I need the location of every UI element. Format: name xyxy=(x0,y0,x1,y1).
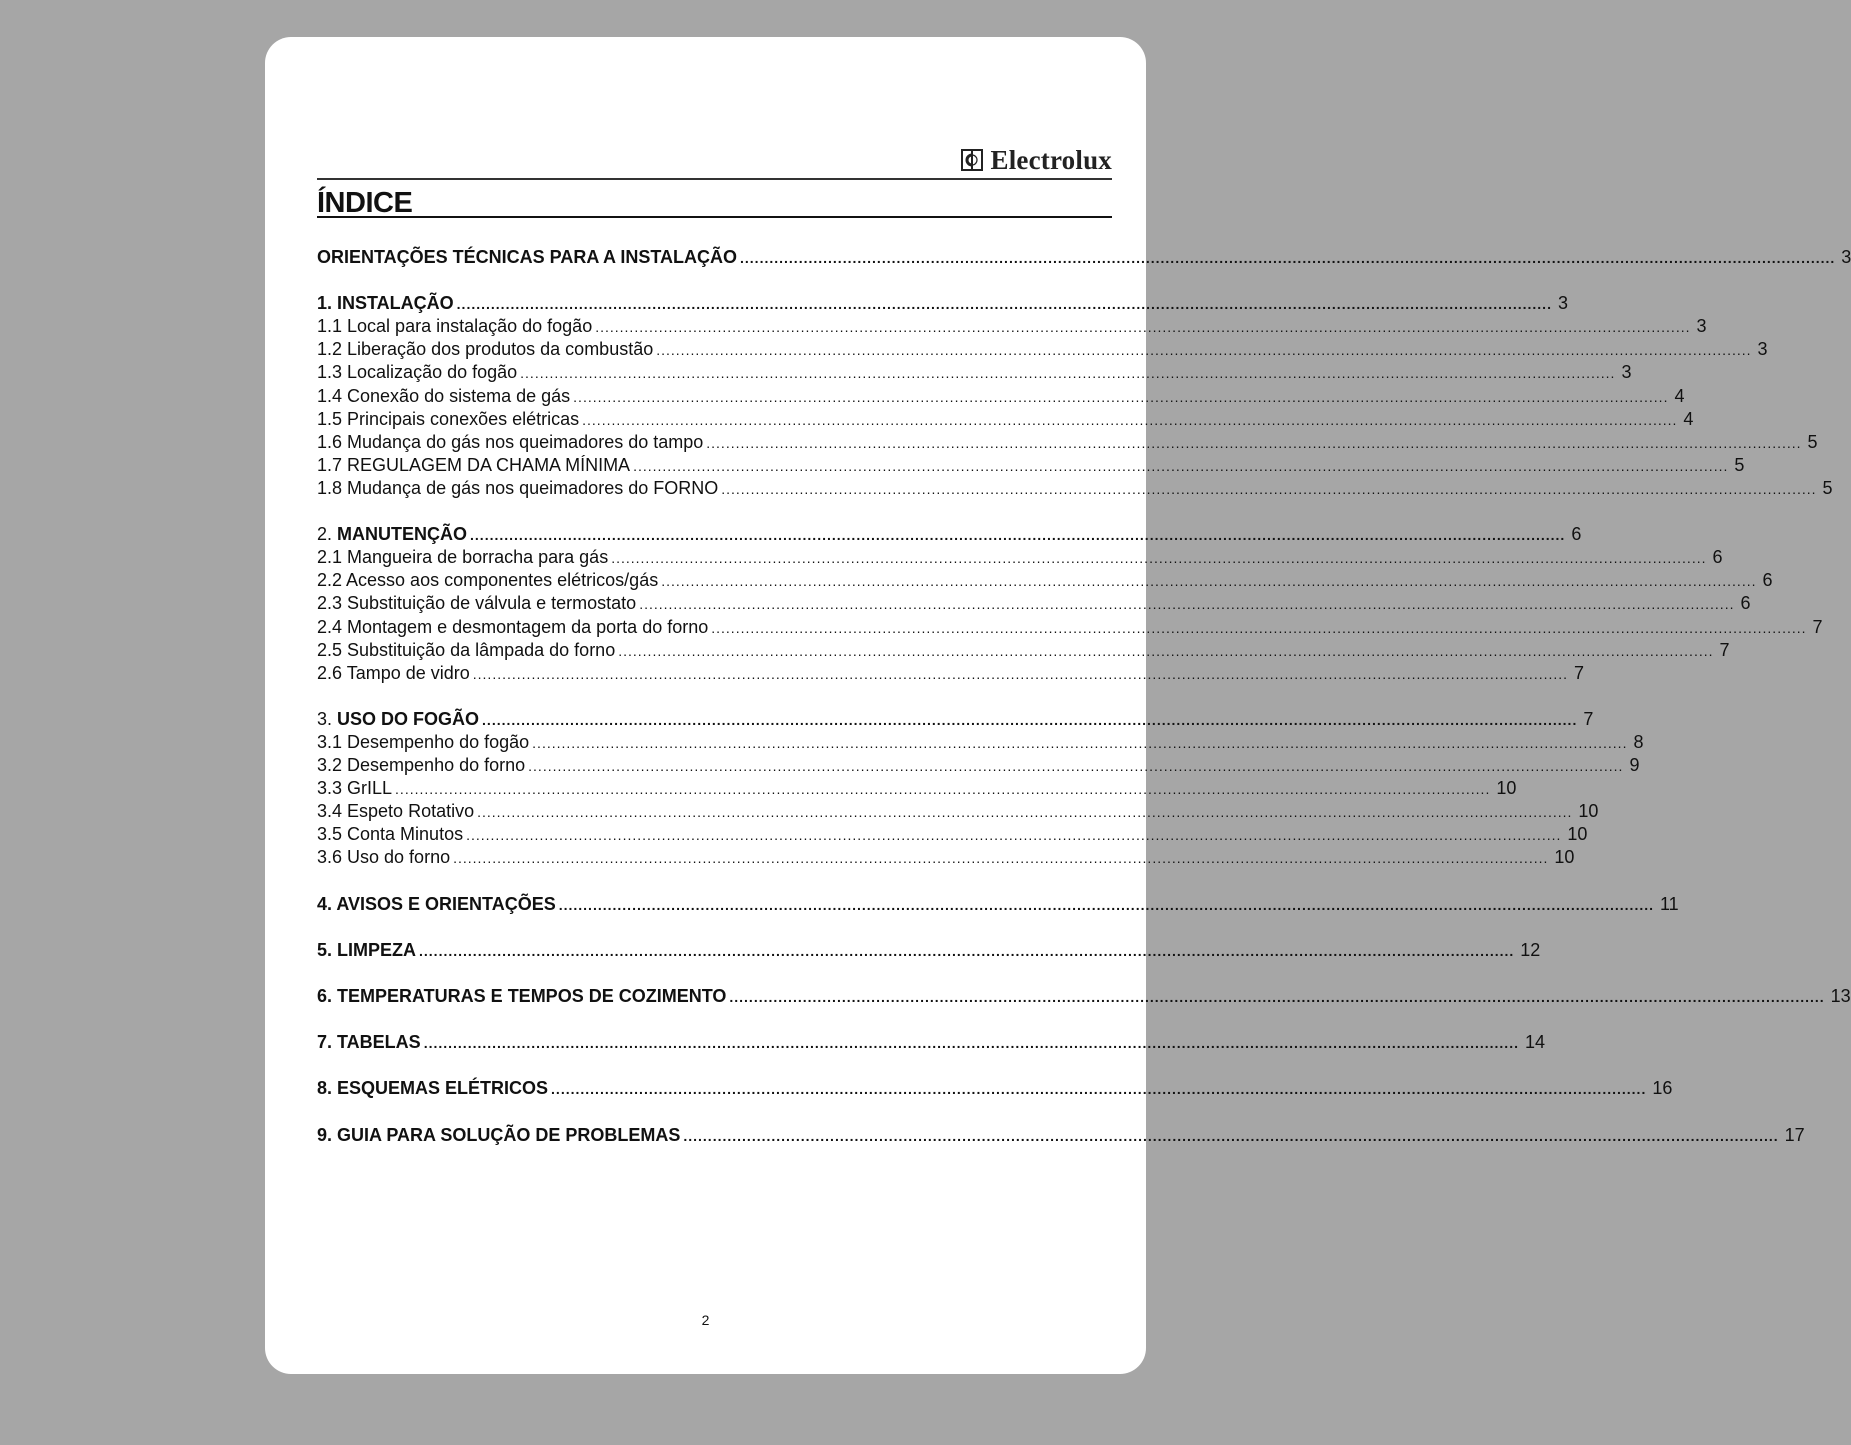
toc-entry-label: 4. AVISOS E ORIENTAÇÕES xyxy=(317,893,556,914)
toc-entry-page: 3 xyxy=(1621,362,1632,383)
toc-leader: ................................................................................................................................................................................................................................ xyxy=(466,827,1562,844)
toc-entry[interactable] xyxy=(317,1077,1673,1100)
toc-entry-page: 13 xyxy=(1830,986,1851,1006)
toc-entry-label: 3.3 GrILL xyxy=(317,778,393,799)
toc-entry[interactable] xyxy=(317,315,1707,338)
toc-entry-page: 7 xyxy=(1583,708,1594,729)
toc-entry[interactable] xyxy=(317,431,1818,454)
toc-leader: ................................................................................................................................................................................................................................ xyxy=(520,365,1616,382)
toc-entry-page: 17 xyxy=(1784,1124,1805,1145)
toc-entry-label: 1.6 Mudança do gás nos queimadores do tampo xyxy=(317,431,704,452)
toc-entry[interactable] xyxy=(317,361,1632,384)
toc-entry[interactable] xyxy=(317,569,1773,592)
toc-entry-title: USO DO FOGÃO xyxy=(337,708,480,729)
toc-entry-label: ORIENTAÇÕES TÉCNICAS PARA A INSTALAÇÃO xyxy=(317,247,738,267)
toc-entry[interactable] xyxy=(317,800,1599,823)
toc-entry-label: 2.1 Mangueira de borracha para gás xyxy=(317,547,609,568)
toc-entry[interactable] xyxy=(317,454,1745,477)
toc-entry-page: 3 xyxy=(1557,293,1568,314)
table-of-contents xyxy=(317,246,1851,1147)
toc-entry[interactable] xyxy=(317,777,1517,800)
toc-entry-label: 1.4 Conexão do sistema de gás xyxy=(317,385,571,406)
toc-leader: ................................................................................................................................................................................................................................ xyxy=(595,319,1691,336)
header-divider xyxy=(317,178,1112,180)
toc-leader: ................................................................................................................................................................................................................................ xyxy=(532,734,1628,751)
toc-entry-label: 2.3 Substituição de válvula e termostato xyxy=(317,593,637,614)
toc-entry-page: 4 xyxy=(1683,408,1694,429)
toc-leader: ................................................................................................................................................................................................................................ xyxy=(706,434,1802,451)
toc-entry[interactable] xyxy=(317,1124,1805,1147)
toc-entry-label: 7. TABELAS xyxy=(317,1032,421,1053)
toc-leader: ................................................................................................................................................................................................................................ xyxy=(633,457,1729,474)
toc-entry-page: 12 xyxy=(1520,939,1541,960)
toc-entry[interactable] xyxy=(317,477,1833,500)
toc-entry[interactable] xyxy=(317,754,1640,777)
toc-entry-page: 10 xyxy=(1567,824,1588,845)
toc-leader: ................................................................................................................................................................................................................................ xyxy=(729,989,1825,1005)
brand-name: Electrolux xyxy=(990,144,1112,175)
toc-leader: ................................................................................................................................................................................................................................ xyxy=(618,642,1714,659)
toc-leader: ................................................................................................................................................................................................................................ xyxy=(573,388,1669,405)
toc-leader: ................................................................................................................................................................................................................................ xyxy=(558,896,1654,913)
toc-entry[interactable] xyxy=(317,731,1644,754)
toc-entry-page: 7 xyxy=(1574,662,1585,683)
toc-leader: ................................................................................................................................................................................................................................ xyxy=(419,942,1515,959)
toc-leader: ................................................................................................................................................................................................................................ xyxy=(528,758,1624,775)
toc-leader: ................................................................................................................................................................................................................................ xyxy=(482,711,1578,728)
toc-leader: ................................................................................................................................................................................................................................ xyxy=(611,550,1707,567)
toc-leader: ................................................................................................................................................................................................................................ xyxy=(395,781,1491,798)
toc-entry[interactable] xyxy=(317,292,1568,315)
toc-entry-label: 1.8 Mudança de gás nos queimadores do FORNO xyxy=(317,477,719,498)
toc-entry-label: 8. ESQUEMAS ELÉTRICOS xyxy=(317,1078,549,1099)
toc-entry[interactable] xyxy=(317,592,1751,615)
toc-entry[interactable] xyxy=(317,616,1823,639)
toc-leader: ................................................................................................................................................................................................................................ xyxy=(683,1127,1779,1144)
toc-entry[interactable] xyxy=(317,985,1851,1008)
toc-entry-page: 3 xyxy=(1696,316,1707,337)
title-underline xyxy=(317,216,1112,218)
toc-entry-page: 10 xyxy=(1578,801,1599,822)
toc-entry-page: 6 xyxy=(1571,524,1582,545)
toc-leader: ................................................................................................................................................................................................................................ xyxy=(470,527,1566,544)
toc-entry[interactable] xyxy=(317,846,1575,869)
toc-entry-page: 14 xyxy=(1524,1032,1545,1053)
toc-entry[interactable] xyxy=(317,639,1730,662)
toc-leader: ................................................................................................................................................................................................................................ xyxy=(661,573,1757,590)
toc-entry[interactable] xyxy=(317,338,1768,361)
toc-entry-label: 6. TEMPERATURAS E TEMPOS DE COZIMENTO xyxy=(317,986,727,1006)
toc-entry-label: 2.2 Acesso aos componentes elétricos/gás xyxy=(317,570,659,591)
toc-entry-page: 8 xyxy=(1633,731,1644,752)
toc-entry-page: 10 xyxy=(1496,778,1517,799)
toc-entry-label: 2.6 Tampo de vidro xyxy=(317,662,470,683)
page-number: 2 xyxy=(701,1312,710,1328)
electrolux-logo-icon xyxy=(961,149,983,171)
toc-entry-label: 1.7 REGULAGEM DA CHAMA MÍNIMA xyxy=(317,454,631,475)
toc-entry-page: 5 xyxy=(1822,477,1833,498)
toc-entry-title: MANUTENÇÃO xyxy=(337,524,468,545)
toc-entry-label: 3.2 Desempenho do forno xyxy=(317,755,526,776)
brand-header xyxy=(961,145,1112,175)
toc-entry-label xyxy=(317,523,470,546)
toc-leader: ................................................................................................................................................................................................................................ xyxy=(472,665,1569,682)
toc-entry-number: 2. xyxy=(317,524,333,545)
toc-entry-label: 2.5 Substituição da lâmpada do forno xyxy=(317,639,616,660)
toc-leader: ................................................................................................................................................................................................................................ xyxy=(740,250,1836,266)
toc-entry[interactable] xyxy=(317,1031,1545,1054)
toc-entry-label: 3.6 Uso do forno xyxy=(317,847,451,868)
toc-entry-page: 10 xyxy=(1554,847,1575,868)
toc-entry-page: 16 xyxy=(1652,1078,1673,1099)
toc-entry[interactable] xyxy=(317,385,1685,408)
toc-entry-page: 9 xyxy=(1629,755,1640,776)
toc-entry[interactable] xyxy=(317,546,1723,569)
toc-entry-page: 5 xyxy=(1734,454,1745,475)
toc-leader: ................................................................................................................................................................................................................................ xyxy=(453,850,1549,867)
toc-entry-label: 2.4 Montagem e desmontagem da porta do forno xyxy=(317,616,709,637)
toc-entry-label: 3.5 Conta Minutos xyxy=(317,824,464,845)
toc-entry[interactable] xyxy=(317,939,1541,962)
toc-entry[interactable] xyxy=(317,708,1594,731)
page-title: ÍNDICE xyxy=(317,187,413,219)
toc-entry-page: 4 xyxy=(1674,385,1685,406)
toc-entry-page: 6 xyxy=(1712,547,1723,568)
toc-entry-page: 11 xyxy=(1660,893,1679,914)
toc-entry-label: 1.5 Principais conexões elétricas xyxy=(317,408,580,429)
toc-entry-page: 5 xyxy=(1807,431,1818,452)
toc-entry-label: 3.1 Desempenho do fogão xyxy=(317,731,530,752)
toc-entry[interactable] xyxy=(317,662,1585,685)
toc-leader: ................................................................................................................................................................................................................................ xyxy=(423,1035,1519,1052)
toc-leader: ................................................................................................................................................................................................................................ xyxy=(582,411,1678,428)
toc-entry-label: 1.3 Localização do fogão xyxy=(317,362,518,383)
toc-entry-number: 3. xyxy=(317,708,333,729)
document-page xyxy=(265,37,1851,1374)
toc-entry-page: 7 xyxy=(1719,639,1730,660)
toc-entry[interactable] xyxy=(317,246,1851,269)
toc-leader: ................................................................................................................................................................................................................................ xyxy=(477,804,1573,821)
toc-entry-label: 5. LIMPEZA xyxy=(317,939,417,960)
toc-leader: ................................................................................................................................................................................................................................ xyxy=(551,1081,1647,1098)
toc-entry[interactable] xyxy=(317,408,1694,431)
toc-entry[interactable] xyxy=(317,823,1588,846)
toc-entry-label: 1. INSTALAÇÃO xyxy=(317,293,454,314)
toc-entry-page: 6 xyxy=(1740,593,1751,614)
toc-entry-page: 7 xyxy=(1812,616,1823,637)
toc-entry[interactable] xyxy=(317,523,1582,546)
toc-leader: ................................................................................................................................................................................................................................ xyxy=(711,619,1807,636)
toc-entry-label: 1.2 Liberação dos produtos da combustão xyxy=(317,339,654,360)
toc-entry-label: 1.1 Local para instalação do fogão xyxy=(317,316,593,337)
toc-entry[interactable] xyxy=(317,893,1679,916)
toc-entry-label: 3.4 Espeto Rotativo xyxy=(317,801,475,822)
toc-leader: ................................................................................................................................................................................................................................ xyxy=(639,596,1735,613)
toc-leader: ................................................................................................................................................................................................................................ xyxy=(456,296,1552,313)
toc-entry-page: 6 xyxy=(1762,570,1773,591)
toc-entry-page: 3 xyxy=(1757,339,1768,360)
toc-entry-label: 9. GUIA PARA SOLUÇÃO DE PROBLEMAS xyxy=(317,1124,681,1145)
toc-entry-label xyxy=(317,708,482,731)
toc-leader: ................................................................................................................................................................................................................................ xyxy=(721,480,1817,497)
toc-entry-page: 3 xyxy=(1841,247,1851,267)
toc-leader: ................................................................................................................................................................................................................................ xyxy=(656,342,1752,359)
